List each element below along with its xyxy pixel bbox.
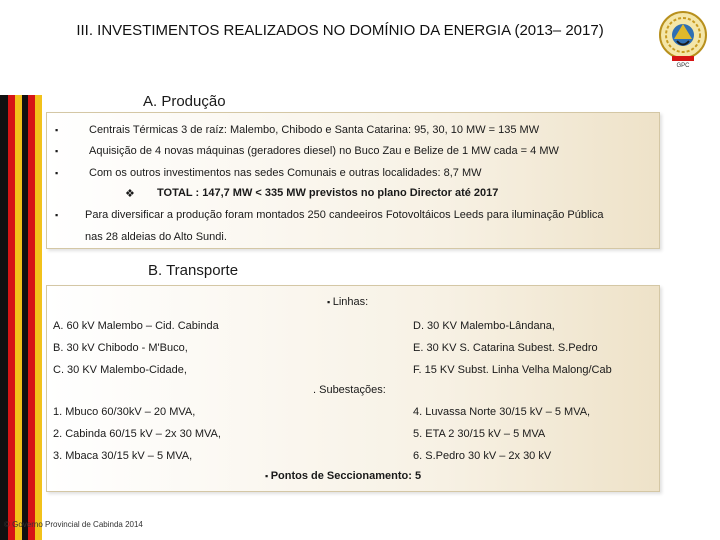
pontos-seccionamento: ▪ Pontos de Seccionamento: 5 (265, 470, 422, 482)
linha-b: B. 30 kV Chibodo - M'Buco, (53, 342, 188, 354)
producao-bullet-2: Aquisição de 4 novas máquinas (geradores diesel) no Buco Zau e Belize de 1 MW cada = 4 MW (89, 145, 559, 157)
stripe-red (8, 95, 15, 540)
section-heading-transporte: B. Transporte (148, 262, 239, 279)
producao-box: ▪ Centrais Térmicas 3 de raíz: Malembo, Chibodo e Santa Catarina: 95, 30, 10 MW = 135 MW ▪ Aquisição de 4 novas máquinas (geradores diesel) no Buco Zau e Belize de 1 MW cada = 4 MW ▪ Com os outros investimentos nas sedes Comunais e outras localidades: 8,7 MW ❖ TOTAL : 147,7 MW < 335 MW previstos no plano Director até 2017 ▪ Para diversificar a produção foram montados 250 candeeiros Fotovoltáicos Leeds para iluminação Pública nas 28 aldeias do Alto Sundi. (46, 112, 660, 249)
subestacao-3: 3. Mbaca 30/15 kV – 5 MVA, (53, 450, 193, 462)
producao-bullet-3: Com os outros investimentos nas sedes Comunais e outras localidades: 8,7 MW (89, 167, 482, 179)
linha-e: E. 30 KV S. Catarina Subest. S.Pedro (413, 342, 598, 354)
linha-a: A. 60 kV Malembo – Cid. Cabinda (53, 320, 219, 332)
subestacao-5: 5. ETA 2 30/15 kV – 5 MVA (413, 428, 546, 440)
angola-emblem-icon (656, 8, 710, 76)
flag-stripes (0, 95, 42, 540)
linhas-label: ▪ Linhas: (327, 296, 369, 308)
transporte-box (46, 285, 660, 492)
producao-total: TOTAL : 147,7 MW < 335 MW previstos no plano Director até 2017 (157, 187, 499, 199)
subestacao-2: 2. Cabinda 60/15 kV – 2x 30 MVA, (53, 428, 221, 440)
linha-f: F. 15 KV Subst. Linha Velha Malong/Cab (413, 364, 612, 376)
linha-d: D. 30 KV Malembo-Lândana, (413, 320, 555, 332)
subestacao-4: 4. Luvassa Norte 30/15 kV – 5 MVA, (413, 406, 591, 418)
diamond-bullet-icon: ❖ (125, 188, 135, 200)
subestacao-6: 6. S.Pedro 30 kV – 2x 30 kV (413, 450, 552, 462)
linha-c: C. 30 KV Malembo-Cidade, (53, 364, 187, 376)
slide-title: III. INVESTIMENTOS REALIZADOS NO DOMÍNIO DA ENERGIA (2013– 2017) (76, 22, 604, 39)
subestacao-1: 1. Mbuco 60/30kV – 20 MVA, (53, 406, 196, 418)
subestacoes-label: . Subestações: (313, 384, 386, 396)
producao-bullet-4-line1: Para diversificar a produção foram montados 250 candeeiros Fotovoltáicos Leeds para iluminação Pública (85, 209, 604, 221)
stripe-yellow (35, 95, 42, 540)
emblem-label: GPC (676, 63, 690, 69)
stripe-red (28, 95, 35, 540)
stripe-black (0, 95, 8, 540)
section-heading-producao: A. Produção (143, 93, 226, 110)
producao-bullet-4-line2: nas 28 aldeias do Alto Sundi. (85, 231, 227, 243)
stripe-yellow (15, 95, 22, 540)
footer-copyright: © Governo Provincial de Cabinda 2014 (4, 520, 143, 529)
producao-bullet-1: Centrais Térmicas 3 de raíz: Malembo, Chibodo e Santa Catarina: 95, 30, 10 MW = 135 MW (89, 124, 540, 136)
